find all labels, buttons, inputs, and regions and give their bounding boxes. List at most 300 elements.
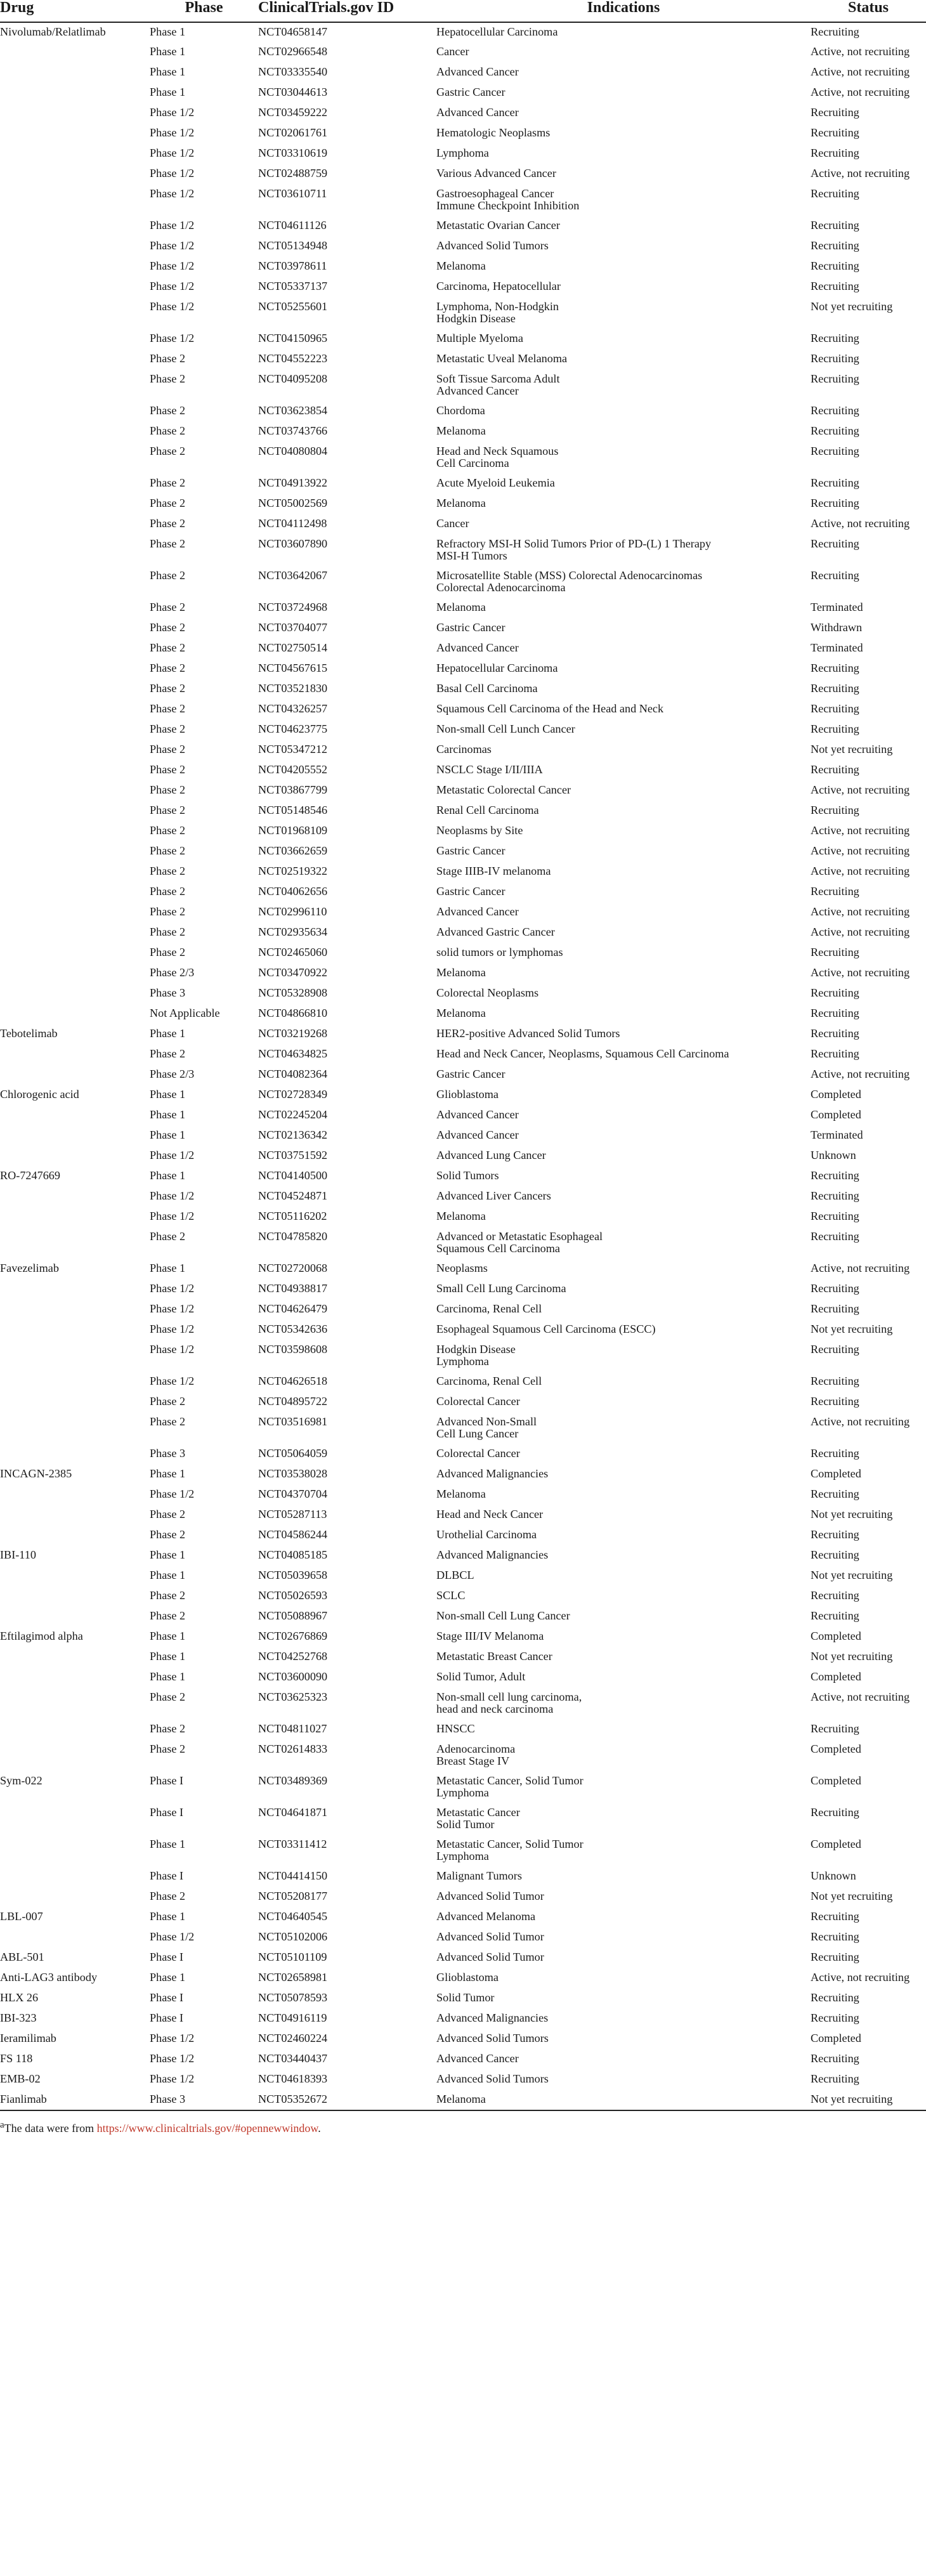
- cell-trial-id: NCT01968109: [258, 824, 328, 837]
- cell-status: Recruiting: [811, 1951, 859, 1963]
- indication-line: Cell Carcinoma: [436, 456, 509, 469]
- cell-drug: [0, 903, 150, 923]
- cell-drug: [0, 984, 150, 1004]
- cell-phase: Phase 2: [150, 844, 186, 857]
- table-row: [0, 1004, 926, 1024]
- cell-status: Recruiting: [811, 2072, 859, 2085]
- cell-drug: [0, 442, 150, 474]
- footnote-link[interactable]: https://www.clinicaltrials.gov/#opennewwindow: [96, 2122, 318, 2135]
- table-row: [0, 1340, 926, 1372]
- table-body: [0, 22, 926, 2110]
- cell-status: Active, not recruiting: [811, 905, 910, 918]
- indication-line: Advanced Cancer: [436, 65, 519, 78]
- cell-drug: [0, 350, 150, 370]
- cell-status: Active, not recruiting: [811, 824, 910, 837]
- cell-drug: [0, 740, 150, 761]
- cell-drug: [0, 1566, 150, 1586]
- indication-line: Metastatic Cancer: [436, 1806, 520, 1819]
- cell-trial-id: NCT05337137: [258, 280, 328, 292]
- table-row: [0, 984, 926, 1004]
- cell-indications: [436, 781, 811, 801]
- cell-indications: [436, 297, 811, 329]
- cell-status: Recruiting: [811, 702, 859, 715]
- table-row: [0, 2009, 926, 2029]
- cell-status: Active, not recruiting: [811, 65, 910, 78]
- indication-line: Advanced Gastric Cancer: [436, 925, 555, 938]
- cell-indications: [436, 740, 811, 761]
- indication-line: Acute Myeloid Leukemia: [436, 476, 555, 489]
- indication-line: Small Cell Lung Carcinoma: [436, 1282, 566, 1295]
- cell-indications: [436, 1627, 811, 1647]
- cell-phase: Phase 1/2: [150, 1189, 195, 1202]
- table-row: [0, 761, 926, 781]
- cell-indications: [436, 943, 811, 964]
- cell-status: Completed: [811, 1670, 861, 1683]
- cell-status: Active, not recruiting: [811, 1262, 910, 1274]
- table-header-row: [0, 0, 926, 22]
- indication-line: Metastatic Cancer, Solid Tumor: [436, 1774, 584, 1787]
- cell-phase: Phase 2: [150, 569, 186, 582]
- cell-status: Recruiting: [811, 1487, 859, 1500]
- cell-drug: [0, 1106, 150, 1126]
- cell-phase: Phase 2: [150, 517, 186, 530]
- cell-trial-id: NCT04326257: [258, 702, 328, 715]
- indication-line: Melanoma: [436, 601, 486, 613]
- cell-drug: [0, 185, 150, 216]
- cell-phase: Phase 2: [150, 885, 186, 898]
- table-row: [0, 1627, 926, 1647]
- cell-drug: [0, 1372, 150, 1392]
- cell-trial-id: NCT05347212: [258, 743, 328, 755]
- cell-trial-id: NCT05026593: [258, 1589, 328, 1602]
- table-row: [0, 598, 926, 618]
- cell-status: Active, not recruiting: [811, 1971, 910, 1984]
- table-row: [0, 514, 926, 535]
- indication-line: Melanoma: [436, 966, 486, 979]
- cell-status: Recruiting: [811, 1548, 859, 1561]
- indication-line: Chordoma: [436, 404, 485, 417]
- indication-line: head and neck carcinoma: [436, 1702, 554, 1715]
- cell-indications: [436, 801, 811, 821]
- cell-indications: [436, 1607, 811, 1627]
- cell-status: Active, not recruiting: [811, 1068, 910, 1080]
- cell-drug: [0, 1187, 150, 1207]
- footnote-text: The data were from: [4, 2122, 97, 2135]
- cell-indications: [436, 1300, 811, 1320]
- cell-trial-id: NCT02465060: [258, 946, 328, 958]
- cell-phase: Phase 1/2: [150, 2072, 195, 2085]
- cell-phase: Phase I: [150, 1991, 184, 2004]
- cell-trial-id: NCT05342636: [258, 1323, 328, 1335]
- cell-trial-id: NCT04552223: [258, 352, 328, 365]
- table-row: [0, 1526, 926, 1546]
- cell-status: Recruiting: [811, 1027, 859, 1040]
- cell-status: Recruiting: [811, 476, 859, 489]
- indication-line: Advanced Cancer: [436, 106, 519, 119]
- cell-status: Recruiting: [811, 662, 859, 674]
- cell-indications: [436, 1968, 811, 1989]
- table-row: [0, 237, 926, 257]
- cell-trial-id: NCT05102006: [258, 1930, 328, 1943]
- cell-phase: Phase 1/2: [150, 1323, 195, 1335]
- cell-status: Recruiting: [811, 280, 859, 292]
- table-row: [0, 1928, 926, 1948]
- cell-trial-id: NCT05064059: [258, 1447, 328, 1460]
- table-row: [0, 402, 926, 422]
- cell-drug: INCAGN-2385: [0, 1467, 72, 1480]
- cell-drug: [0, 1392, 150, 1413]
- cell-drug: [0, 1045, 150, 1065]
- cell-phase: Phase 1: [150, 1548, 186, 1561]
- cell-drug: [0, 329, 150, 350]
- cell-status: Recruiting: [811, 219, 859, 232]
- cell-indications: [436, 535, 811, 566]
- cell-drug: [0, 277, 150, 297]
- indication-line: Neoplasms by Site: [436, 824, 523, 837]
- header-id: ClinicalTrials.gov ID: [258, 0, 436, 22]
- cell-phase: Phase 2: [150, 1230, 186, 1243]
- cell-phase: Phase 1/2: [150, 219, 195, 232]
- table-row: [0, 216, 926, 237]
- cell-status: Active, not recruiting: [811, 966, 910, 979]
- cell-trial-id: NCT05352672: [258, 2090, 436, 2110]
- cell-trial-id: NCT03623854: [258, 404, 328, 417]
- cell-trial-id: NCT03489369: [258, 1774, 328, 1787]
- cell-drug: [0, 1320, 150, 1340]
- indication-line: Melanoma: [436, 2093, 486, 2105]
- cell-phase: Phase 1: [150, 1027, 186, 1040]
- cell-trial-id: NCT04082364: [258, 1068, 328, 1080]
- table-row: [0, 1126, 926, 1146]
- cell-status: Recruiting: [811, 497, 859, 509]
- table-row: [0, 370, 926, 402]
- cell-trial-id: NCT03662659: [258, 844, 328, 857]
- cell-trial-id: NCT05287113: [258, 1508, 327, 1520]
- cell-trial-id: NCT02460224: [258, 2032, 328, 2044]
- cell-trial-id: NCT03598608: [258, 1343, 328, 1356]
- cell-trial-id: NCT04634825: [258, 1047, 328, 1060]
- cell-indications: [436, 1485, 811, 1505]
- cell-trial-id: NCT04586244: [258, 1528, 328, 1541]
- table-row: [0, 329, 926, 350]
- cell-phase: Phase 2: [150, 1742, 186, 1755]
- cell-phase: Phase 2: [150, 824, 186, 837]
- cell-status: Recruiting: [811, 372, 859, 385]
- cell-phase: Phase 3: [150, 1447, 186, 1460]
- indication-line: Glioblastoma: [436, 1971, 499, 1984]
- cell-drug: Nivolumab/Relatlimab: [0, 25, 106, 38]
- cell-drug: Eftilagimod alpha: [0, 1630, 83, 1642]
- cell-trial-id: NCT04414150: [258, 1869, 328, 1882]
- indication-line: Cell Lung Cancer: [436, 1427, 519, 1440]
- cell-phase: Phase 2: [150, 476, 186, 489]
- cell-drug: [0, 1526, 150, 1546]
- table-row: [0, 257, 926, 277]
- cell-trial-id: NCT03642067: [258, 569, 328, 582]
- cell-status: Unknown: [811, 1869, 856, 1882]
- cell-indications: [436, 598, 811, 618]
- cell-status: Recruiting: [811, 1609, 859, 1622]
- table-row: [0, 63, 926, 83]
- cell-phase: Phase 1/2: [150, 167, 195, 180]
- cell-indications: [436, 2090, 811, 2110]
- cell-phase: Phase 2: [150, 1722, 186, 1735]
- cell-drug: [0, 1586, 150, 1607]
- cell-phase: Phase 1: [150, 65, 186, 78]
- cell-status: Completed: [811, 1774, 861, 1787]
- cell-trial-id: NCT03459222: [258, 106, 328, 119]
- cell-status: Recruiting: [811, 569, 859, 582]
- cell-trial-id: NCT03219268: [258, 1027, 328, 1040]
- cell-trial-id: NCT05039658: [258, 1569, 328, 1581]
- cell-drug: [0, 1647, 150, 1668]
- indication-line: Advanced Solid Tumor: [436, 1890, 544, 1902]
- indication-line: Metastatic Cancer, Solid Tumor: [436, 1838, 584, 1850]
- cell-phase: Phase 3: [150, 986, 186, 999]
- cell-indications: [436, 761, 811, 781]
- cell-indications: [436, 679, 811, 700]
- cell-indications: [436, 237, 811, 257]
- cell-indications: [436, 185, 811, 216]
- indication-line: Melanoma: [436, 424, 486, 437]
- indication-line: Malignant Tumors: [436, 1869, 522, 1882]
- indication-line: Stage III/IV Melanoma: [436, 1630, 544, 1642]
- cell-status: Recruiting: [811, 1528, 859, 1541]
- table-row: [0, 659, 926, 679]
- table-row: [0, 1106, 926, 1126]
- cell-drug: [0, 124, 150, 144]
- cell-phase: Phase 1/2: [150, 1210, 195, 1222]
- header-drug: Drug: [0, 0, 150, 22]
- cell-trial-id: NCT04626479: [258, 1302, 328, 1315]
- indication-line: Squamous Cell Carcinoma of the Head and Neck: [436, 702, 664, 715]
- indication-line: Esophageal Squamous Cell Carcinoma (ESCC): [436, 1323, 656, 1335]
- cell-trial-id: NCT03335540: [258, 65, 328, 78]
- indication-line: Colorectal Cancer: [436, 1395, 520, 1408]
- table-row: [0, 964, 926, 984]
- cell-status: Recruiting: [811, 1395, 859, 1408]
- indication-line: Lymphoma: [436, 147, 489, 159]
- cell-phase: Phase 2: [150, 1690, 186, 1703]
- indication-line: MSI-H Tumors: [436, 549, 507, 562]
- table-row: [0, 1647, 926, 1668]
- indication-line: Colorectal Cancer: [436, 1447, 520, 1460]
- cell-drug: [0, 1835, 150, 1867]
- indication-line: Advanced Cancer: [436, 905, 519, 918]
- cell-status: Recruiting: [811, 682, 859, 695]
- cell-status: Not yet recruiting: [811, 743, 893, 755]
- cell-drug: [0, 1720, 150, 1740]
- cell-phase: Phase 1: [150, 1569, 186, 1581]
- table-row: [0, 422, 926, 442]
- indication-line: Advanced Non-Small: [436, 1415, 537, 1428]
- cell-status: Recruiting: [811, 259, 859, 272]
- cell-trial-id: NCT03743766: [258, 424, 328, 437]
- cell-drug: Anti-LAG3 antibody: [0, 1971, 98, 1984]
- cell-drug: ABL-501: [0, 1951, 44, 1963]
- cell-trial-id: NCT03521830: [258, 682, 328, 695]
- cell-phase: Phase 2: [150, 1589, 186, 1602]
- cell-phase: Phase 2: [150, 1890, 186, 1902]
- table-row: [0, 2070, 926, 2090]
- cell-indications: [436, 442, 811, 474]
- cell-phase: Phase 1/2: [150, 239, 195, 252]
- cell-phase: Phase 2: [150, 1047, 186, 1060]
- cell-phase: Phase 2/3: [150, 966, 195, 979]
- table-row: [0, 1279, 926, 1300]
- cell-drug: [0, 1505, 150, 1526]
- table-row: [0, 618, 926, 639]
- cell-trial-id: NCT04895722: [258, 1395, 328, 1408]
- cell-phase: Phase 1/2: [150, 1487, 195, 1500]
- table-row: [0, 2090, 926, 2110]
- cell-drug: [0, 1279, 150, 1300]
- table-row: [0, 679, 926, 700]
- indication-line: HER2-positive Advanced Solid Tumors: [436, 1027, 620, 1040]
- header-phase: Phase: [150, 0, 258, 22]
- cell-drug: Favezelimab: [0, 1262, 59, 1274]
- cell-status: Completed: [811, 2032, 861, 2044]
- cell-indications: [436, 1126, 811, 1146]
- cell-indications: [436, 1146, 811, 1167]
- indication-line: Carcinomas: [436, 743, 492, 755]
- cell-phase: Phase 2: [150, 497, 186, 509]
- cell-indications: [436, 1566, 811, 1586]
- cell-status: Recruiting: [811, 1210, 859, 1222]
- cell-phase: Not Applicable: [150, 1007, 220, 1019]
- table-row: [0, 124, 926, 144]
- cell-phase: Phase 1: [150, 1169, 186, 1182]
- cell-indications: [436, 1803, 811, 1835]
- table-row: [0, 1413, 926, 1444]
- cell-drug: [0, 494, 150, 514]
- cell-phase: Phase 1/2: [150, 1930, 195, 1943]
- cell-indications: [436, 1004, 811, 1024]
- indication-line: Advanced Malignancies: [436, 2011, 549, 2024]
- cell-status: Recruiting: [811, 722, 859, 735]
- cell-status: Not yet recruiting: [811, 2090, 926, 2110]
- table-row: [0, 1803, 926, 1835]
- cell-indications: [436, 566, 811, 598]
- cell-drug: [0, 42, 150, 63]
- cell-trial-id: NCT04785820: [258, 1230, 328, 1243]
- table-row: [0, 1607, 926, 1627]
- table-row: [0, 1546, 926, 1566]
- footnote-end: .: [318, 2122, 321, 2135]
- cell-trial-id: NCT03044613: [258, 86, 328, 98]
- cell-drug: IBI-110: [0, 1548, 36, 1561]
- indication-line: Gastroesophageal Cancer: [436, 187, 554, 200]
- cell-phase: Phase 1/2: [150, 2032, 195, 2044]
- cell-status: Recruiting: [811, 986, 859, 999]
- indication-line: Advanced Lung Cancer: [436, 1149, 546, 1161]
- cell-status: Completed: [811, 1088, 861, 1101]
- table-row: [0, 821, 926, 842]
- cell-phase: Phase 2: [150, 783, 186, 796]
- cell-phase: Phase 1: [150, 1971, 186, 1984]
- cell-phase: Phase 2: [150, 763, 186, 776]
- cell-indications: [436, 1207, 811, 1227]
- cell-phase: Phase 1: [150, 25, 186, 38]
- indication-line: Gastric Cancer: [436, 885, 505, 898]
- table-row: [0, 903, 926, 923]
- indication-line: Metastatic Colorectal Cancer: [436, 783, 571, 796]
- cell-trial-id: NCT04626518: [258, 1375, 328, 1387]
- cell-trial-id: NCT04641871: [258, 1806, 328, 1819]
- cell-drug: [0, 862, 150, 882]
- indication-line: Renal Cell Carcinoma: [436, 804, 539, 816]
- table-row: [0, 1948, 926, 1968]
- table-row: [0, 1586, 926, 1607]
- indication-line: Advanced Solid Tumors: [436, 239, 549, 252]
- cell-indications: [436, 83, 811, 103]
- cell-trial-id: NCT03470922: [258, 966, 328, 979]
- cell-status: Recruiting: [811, 946, 859, 958]
- cell-phase: Phase 1: [150, 1650, 186, 1663]
- indication-line: Hematologic Neoplasms: [436, 126, 551, 139]
- table-row: [0, 923, 926, 943]
- cell-indications: [436, 1413, 811, 1444]
- cell-indications: [436, 494, 811, 514]
- cell-phase: Phase 2: [150, 601, 186, 613]
- cell-trial-id: NCT05116202: [258, 1210, 327, 1222]
- cell-status: Recruiting: [811, 1930, 859, 1943]
- cell-indications: [436, 1279, 811, 1300]
- cell-status: Recruiting: [811, 763, 859, 776]
- indication-line: Squamous Cell Carcinoma: [436, 1241, 560, 1255]
- table-row: [0, 2029, 926, 2050]
- table-row: [0, 1372, 926, 1392]
- cell-drug: [0, 237, 150, 257]
- cell-indications: [436, 964, 811, 984]
- cell-trial-id: NCT02996110: [258, 905, 327, 918]
- cell-indications: [436, 144, 811, 164]
- cell-drug: [0, 618, 150, 639]
- indication-line: Gastric Cancer: [436, 1068, 505, 1080]
- cell-status: Active, not recruiting: [811, 167, 910, 180]
- cell-phase: Phase 1: [150, 1467, 186, 1480]
- cell-drug: [0, 370, 150, 402]
- cell-trial-id: NCT04252768: [258, 1650, 328, 1663]
- cell-indications: [436, 1340, 811, 1372]
- table-row: [0, 1392, 926, 1413]
- cell-status: Recruiting: [811, 239, 859, 252]
- cell-indications: [436, 842, 811, 862]
- indication-line: Advanced Cancer: [436, 1108, 519, 1121]
- indication-line: Advanced Liver Cancers: [436, 1189, 551, 1202]
- cell-trial-id: NCT04085185: [258, 1548, 328, 1561]
- cell-drug: IBI-323: [0, 2011, 37, 2024]
- cell-trial-id: NCT04524871: [258, 1189, 328, 1202]
- cell-drug: [0, 1004, 150, 1024]
- cell-indications: [436, 720, 811, 740]
- indication-line: Head and Neck Squamous: [436, 445, 559, 457]
- cell-phase: Phase 1: [150, 1630, 186, 1642]
- cell-phase: Phase 1/2: [150, 300, 195, 313]
- table-row: [0, 350, 926, 370]
- cell-trial-id: NCT02720068: [258, 1262, 328, 1274]
- cell-indications: [436, 1526, 811, 1546]
- indication-line: Glioblastoma: [436, 1088, 499, 1101]
- cell-phase: Phase 1/2: [150, 106, 195, 119]
- indication-line: Carcinoma, Renal Cell: [436, 1302, 542, 1315]
- cell-indications: [436, 124, 811, 144]
- cell-trial-id: NCT03607890: [258, 537, 328, 550]
- cell-trial-id: NCT02935634: [258, 925, 328, 938]
- cell-drug: [0, 1688, 150, 1720]
- cell-indications: [436, 63, 811, 83]
- cell-drug: [0, 1803, 150, 1835]
